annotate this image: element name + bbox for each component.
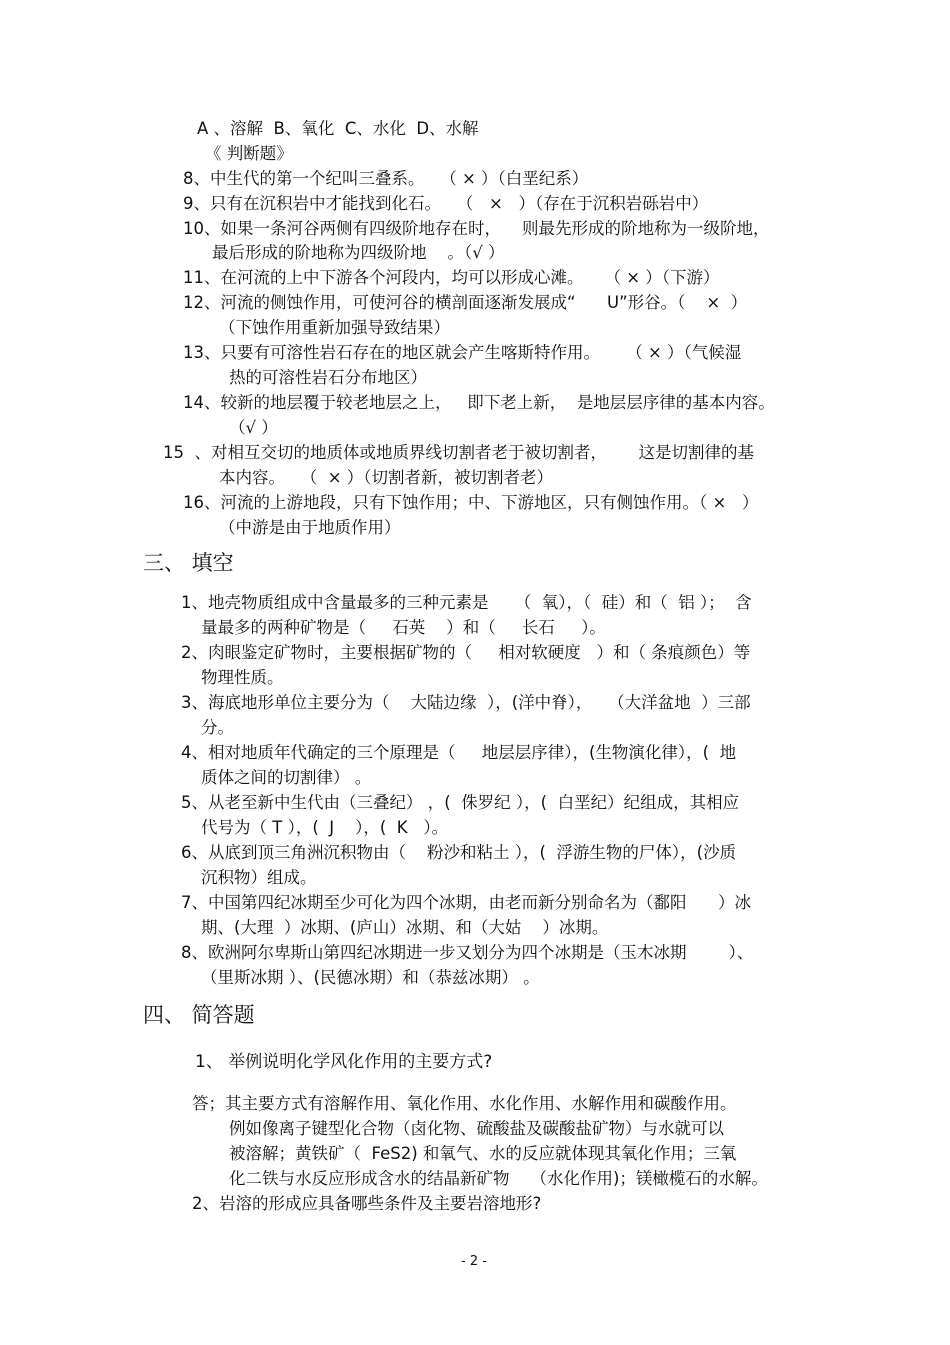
page-number: - 2 -	[461, 1254, 487, 1269]
section-heading: 三、 填空	[143, 551, 234, 575]
answer-text: 化二铁与水反应形成含水的结晶新矿物 （水化作用)；镁橄榄石的水解。	[229, 1169, 768, 1188]
item-text: 2、肉眼鉴定矿物时，主要根据矿物的（ 相对软硬度 ）和（ 条痕颜色）等	[181, 643, 751, 662]
item-text: 15 、对相互交切的地质体或地质界线切割者老于被切割者， 这是切割律的基	[163, 443, 754, 462]
item-text: 最后形成的阶地称为四级阶地 。（√ ）	[212, 243, 505, 262]
item-text: 物理性质。	[201, 668, 284, 687]
question-options: A 、溶解 B、氧化 C、水化 D、水解	[197, 119, 479, 138]
item-text: 12、河流的侧蚀作用，可使河谷的横剖面逐渐发展成“ U”形谷。（ × ）	[183, 293, 748, 312]
item-text: 11、在河流的上中下游各个河段内，均可以形成心滩。 （ × ）（下游）	[183, 268, 720, 287]
answer-text: 被溶解；黄铁矿（ FeS2) 和氧气、水的反应就体现其氧化作用；三氧	[229, 1144, 737, 1163]
item-text: 7、中国第四纪冰期至少可化为四个冰期，由老而新分别命名为（鄱阳 ）冰	[181, 893, 751, 912]
item-text: 5、从老至新中生代由（三叠纪） ，( 侏罗纪 ），( 白垩纪）纪组成，其相应	[181, 793, 740, 812]
item-text: 量最多的两种矿物是（ 石英 ）和（ 长石 ）。	[201, 618, 606, 637]
item-text: 沉积物）组成。	[201, 868, 317, 887]
question-text: 1、 举例说明化学风化作用的主要方式?	[195, 1052, 493, 1072]
item-text: 16、河流的上游地段，只有下蚀作用；中、下游地区，只有侧蚀作用。（ × ）	[183, 493, 759, 512]
item-text: （√ ）	[229, 418, 278, 437]
item-text: 10、如果一条河谷两侧有四级阶地存在时， 则最先形成的阶地称为一级阶地，	[183, 219, 770, 238]
item-text: 8、欧洲阿尔卑斯山第四纪冰期进一步又划分为四个冰期是（玉木冰期 ）、	[181, 943, 754, 962]
item-text: （下蚀作用重新加强导致结果）	[219, 318, 450, 337]
item-text: 1、地壳物质组成中含量最多的三种元素是 （ 氧），（ 硅）和（ 铝 ）； 含	[181, 593, 752, 612]
question-text: 2、岩溶的形成应具备哪些条件及主要岩溶地形?	[192, 1194, 542, 1213]
item-text: 6、从底到顶三角洲沉积物由（ 粉沙和粘土 ），( 浮游生物的尸体），(沙质	[181, 843, 737, 862]
item-text: （中游是由于地质作用）	[219, 518, 401, 537]
item-text: 分。	[201, 718, 234, 737]
item-text: 本内容。 （ × ）（切割者新，被切割者老）	[219, 468, 554, 487]
item-text: 代号为（ T ），( J ），( K ）。	[201, 818, 449, 837]
answer-text: 答；其主要方式有溶解作用、氧化作用、水化作用、水解作用和碳酸作用。	[192, 1094, 737, 1113]
item-text: 14、较新的地层覆于较老地层之上， 即下老上新， 是地层层序律的基本内容。	[183, 393, 775, 412]
item-text: 质体之间的切割律） 。	[201, 768, 372, 787]
item-text: 13、只要有可溶性岩石存在的地区就会产生喀斯特作用。 （ × ）（气候湿	[183, 343, 742, 362]
item-text: （里斯冰期 ）、(民德冰期）和（恭兹冰期） 。	[201, 968, 540, 987]
item-text: 期、(大理 ）冰期、(庐山）冰期、和（大姑 ）冰期。	[201, 918, 609, 937]
item-text: 热的可溶性岩石分布地区）	[229, 368, 427, 387]
answer-text: 例如像离子键型化合物（卤化物、硫酸盐及碳酸盐矿物）与水就可以	[229, 1119, 724, 1138]
section-heading: 四、 简答题	[143, 1003, 255, 1027]
item-text: 4、相对地质年代确定的三个原理是（ 地层层序律），(生物演化律），( 地	[181, 743, 737, 762]
item-text: 3、海底地形单位主要分为（ 大陆边缘 ），(洋中脊）， （大洋盆地 ）三部	[181, 693, 751, 712]
section-label: 《 判断题》	[205, 144, 293, 163]
item-text: 8、中生代的第一个纪叫三叠系。 （ × ）（白垩纪系）	[183, 169, 589, 188]
item-text: 9、只有在沉积岩中才能找到化石。 （ × ）（存在于沉积岩砾岩中）	[183, 194, 709, 213]
